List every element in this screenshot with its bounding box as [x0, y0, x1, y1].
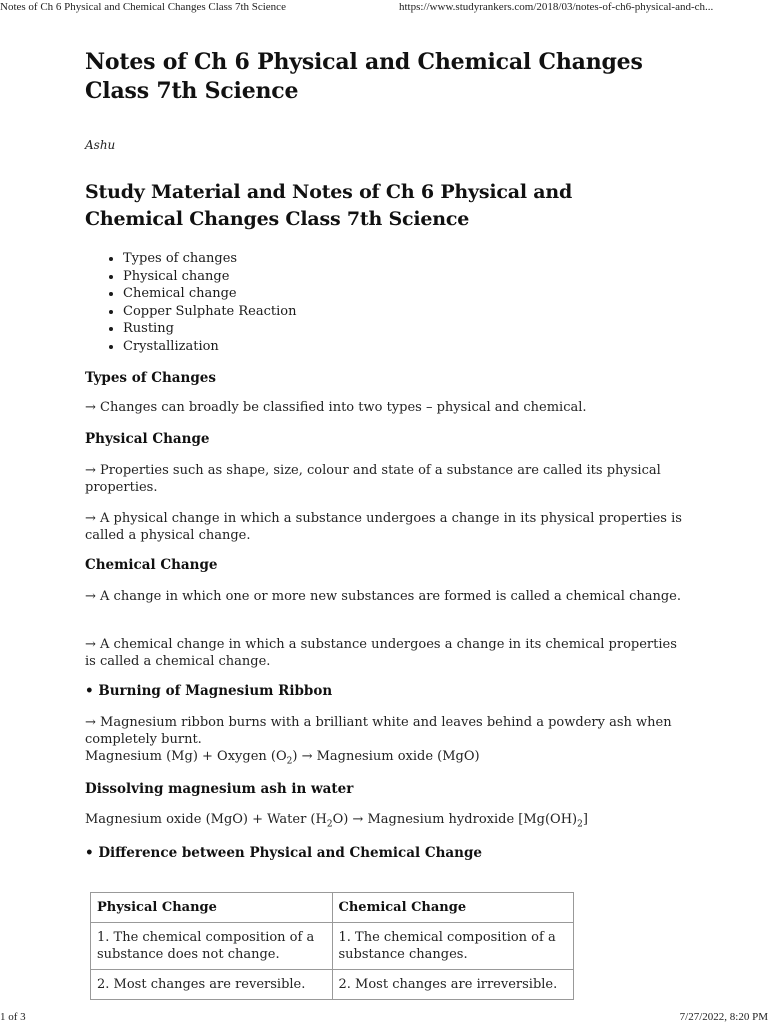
heading-types-of-changes: Types of Changes: [85, 370, 216, 386]
heading-difference: • Difference between Physical and Chemical Change: [85, 845, 482, 861]
article-subtitle: [85, 179, 685, 233]
chemical-paragraph-1: → A change in which one or more new substances are formed is called a chemical change.: [85, 589, 681, 604]
topic-item: • Crystallization: [123, 338, 296, 356]
topic-item: • Rusting: [123, 320, 296, 338]
physical-paragraph-2: → A physical change in which a substance undergoes a change in its physical properties is called a physical change.: [85, 511, 682, 543]
author-name: Ashu: [85, 138, 116, 152]
print-header-url: https://www.studyrankers.com/2018/03/notes-of-ch6-physical-and-ch...: [399, 1, 714, 13]
magnesium-equation: Magnesium (Mg) + Oxygen $(O_2)$ → Magnesium oxide (MgO): [85, 749, 480, 767]
topic-item: • Types of changes: [123, 250, 296, 268]
table-cell: 1. The chemical composition of a substance changes.: [332, 923, 574, 970]
heading-dissolving-magnesium: Dissolving magnesium ash in water: [85, 781, 354, 797]
table-header-chemical: Chemical Change: [332, 893, 574, 923]
table-cell: 2. Most changes are reversible.: [91, 970, 333, 1000]
types-paragraph: → Changes can broadly be classified into two types – physical and chemical.: [85, 400, 587, 415]
print-header-title: Notes of Ch 6 Physical and Chemical Changes Class 7th Science: [0, 1, 286, 13]
article: [85, 48, 685, 992]
page-title-line1: Notes of Ch 6 Physical and Chemical Changes: [85, 49, 643, 75]
dissolving-equation: Magnesium oxide (MgO) + Water $(H_2O)$ → Magnesium hydroxide $[Mg(OH)_2]$: [85, 812, 588, 830]
table-cell: 1. The chemical composition of a substance does not change.: [91, 923, 333, 970]
topic-item: • Chemical change: [123, 285, 296, 303]
topic-list: [85, 250, 296, 355]
table-header-row: [91, 893, 574, 923]
heading-chemical-change: Chemical Change: [85, 557, 218, 573]
print-footer-page: 1 of 3: [0, 1011, 26, 1023]
comparison-table: [90, 892, 574, 1000]
table-cell: 2. Most changes are irreversible.: [332, 970, 574, 1000]
heading-burning-magnesium: • Burning of Magnesium Ribbon: [85, 683, 333, 699]
chemical-paragraph-2: → A chemical change in which a substance undergoes a change in its chemical properties is called a chemical change.: [85, 637, 677, 669]
heading-physical-change: Physical Change: [85, 431, 210, 447]
topic-item: • Copper Sulphate Reaction: [123, 303, 296, 321]
table-row: [91, 923, 574, 970]
page-title: [85, 48, 685, 106]
physical-paragraph-1: → Properties such as shape, size, colour and state of a substance are called its physical properties.: [85, 463, 661, 495]
subtitle-line2: Chemical Changes Class 7th Science: [85, 208, 470, 230]
print-footer-timestamp: 7/27/2022, 8:20 PM: [679, 1011, 768, 1023]
table-header-physical: Physical Change: [91, 893, 333, 923]
topic-item: • Physical change: [123, 268, 296, 286]
subtitle-line1: Study Material and Notes of Ch 6 Physical and: [85, 181, 573, 203]
table-row: [91, 970, 574, 1000]
magnesium-paragraph: → Magnesium ribbon burns with a brilliant white and leaves behind a powdery ash when completely burnt.: [85, 715, 672, 747]
page-title-line2: Class 7th Science: [85, 78, 299, 104]
